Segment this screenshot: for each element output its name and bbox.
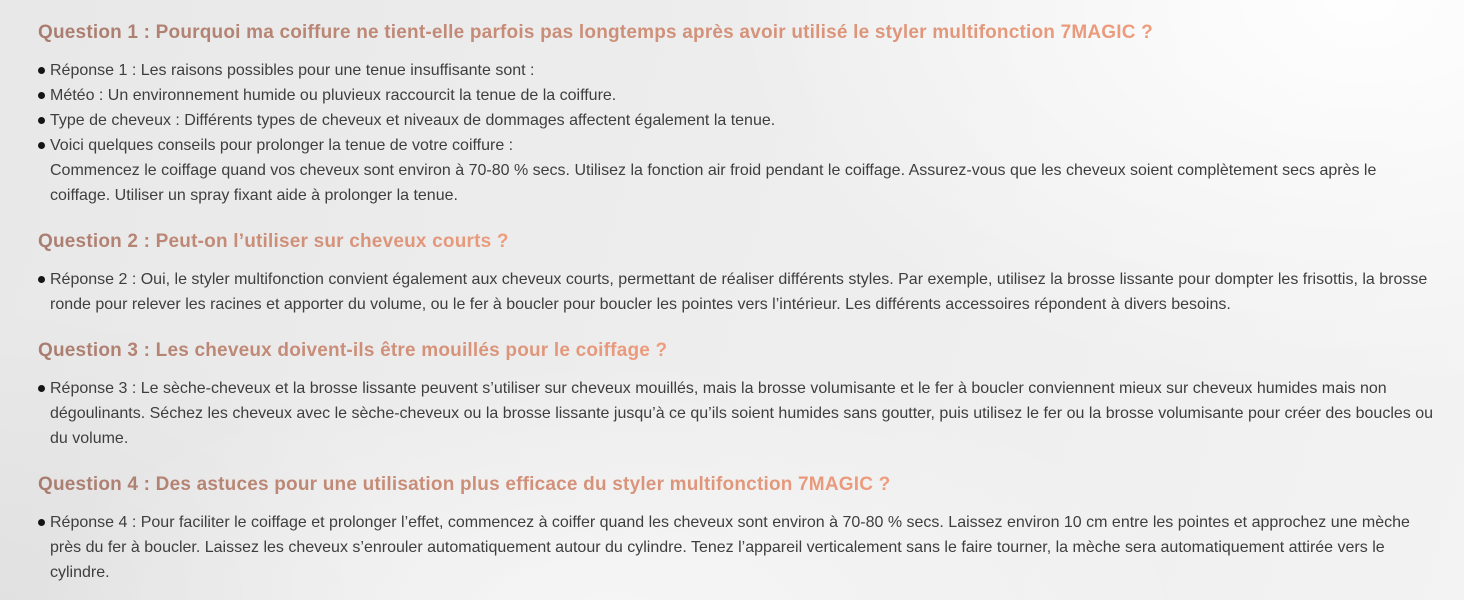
answer-item: Réponse 4 : Pour faciliter le coiffage et prolonger l’effet, commencez à coiffer quand les cheveux sont environ à 70-80 % secs. Laissez environ 10 cm entre les pointes et approchez une mèche près du fer à boucler. Laissez les cheveux s’enrouler automatiquement autour du cylindre. Tenez l’appareil verticalement sans le faire tourner, la mèche sera automatiquement attirée vers le cylindre. [38, 510, 1438, 585]
question-2-heading: Question 2 : Peut-on l’utiliser sur cheveux courts ? [38, 231, 509, 252]
answer-item-continuation: Commencez le coiffage quand vos cheveux sont environ à 70-80 % secs. Utilisez la fonction air froid pendant le coiffage. Assurez-vous que les cheveux soient complètement secs après le coiffage. Utiliser un spray fixant aide à prolonger la tenue. [50, 162, 1377, 204]
question-3-heading: Question 3 : Les cheveux doivent-ils être mouillés pour le coiffage ? [38, 340, 668, 361]
faq-section-1 [38, 22, 1438, 208]
question-4-heading: Question 4 : Des astuces pour une utilisation plus efficace du styler multifonction 7MAGIC ? [38, 474, 891, 495]
answer-item: Voici quelques conseils pour prolonger la tenue de votre coiffure : [38, 133, 1438, 158]
answer-item: Type de cheveux : Différents types de cheveux et niveaux de dommages affectent également la tenue. [38, 108, 1438, 133]
question-1-heading: Question 1 : Pourquoi ma coiffure ne tient-elle parfois pas longtemps après avoir utilisé le styler multifonction 7MAGIC ? [38, 22, 1153, 43]
answer-list-1 [38, 58, 1438, 208]
answer-list-2 [38, 267, 1438, 317]
faq-section-2 [38, 231, 1438, 317]
answer-item: Météo : Un environnement humide ou pluvieux raccourcit la tenue de la coiffure. [38, 83, 1438, 108]
answer-item: Réponse 2 : Oui, le styler multifonction convient également aux cheveux courts, permettant de réaliser différents styles. Par exemple, utilisez la brosse lissante pour dompter les frisottis, la brosse ronde pour relever les racines et apporter du volume, ou le fer à boucler pour boucler les pointes vers l’intérieur. Les différents accessoires répondent à divers besoins. [38, 267, 1438, 317]
answer-item: Réponse 3 : Le sèche-cheveux et la brosse lissante peuvent s’utiliser sur cheveux mouillés, mais la brosse volumisante et le fer à boucler conviennent mieux sur cheveux humides mais non dégoulinants. Séchez les cheveux avec le sèche-cheveux ou la brosse lissante jusqu’à ce qu’ils soient humides sans goutter, puis utilisez le fer ou la brosse volumisante pour créer des boucles ou du volume. [38, 376, 1438, 451]
faq-section-4 [38, 474, 1438, 585]
answer-list-4 [38, 510, 1438, 585]
faq-section-3 [38, 340, 1438, 451]
answer-item: Réponse 1 : Les raisons possibles pour une tenue insuffisante sont : [38, 58, 1438, 83]
answer-list-3 [38, 376, 1438, 451]
